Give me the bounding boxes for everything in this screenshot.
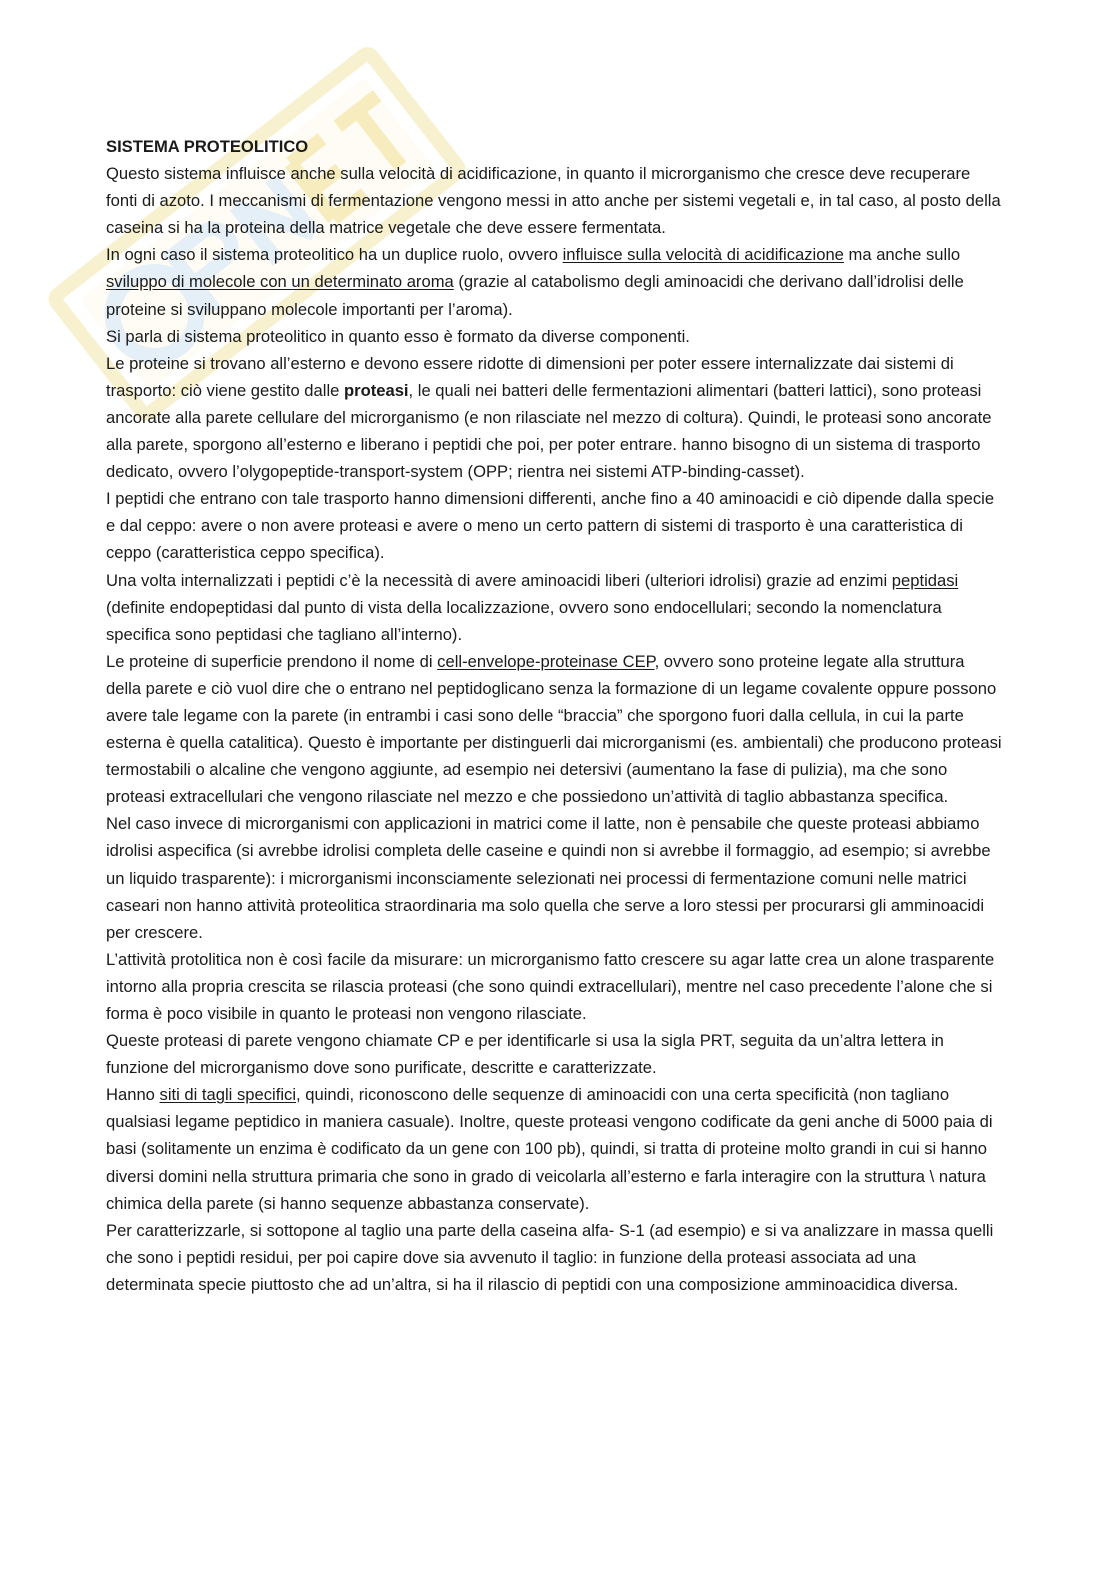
paragraph (106, 1217, 1004, 1298)
paragraph-text: Si parla di sistema proteolitico in quanto esso è formato da diverse componenti. (106, 326, 690, 346)
paragraph-text: Per caratterizzarle, si sottopone al taglio una parte della caseina alfa- S-1 (ad esempio) e si va analizzare in massa quelli che sono i peptidi residui, per poi capire dove sia avvenuto il taglio: in funzione della proteasi associata ad una determinata specie piuttosto che ad un’altra, si ha il rilascio di peptidi con una composizione amminoacidica diversa. (106, 1220, 994, 1294)
paragraph-text: (definite endopeptidasi dal punto di vista della localizzazione, ovvero sono endocellulari; secondo la nomenclatura specifica sono peptidasi che tagliano all’interno). (106, 597, 942, 644)
paragraph-text: In ogni caso il sistema proteolitico ha un duplice ruolo, ovvero (106, 245, 563, 265)
paragraph (106, 1081, 1004, 1216)
paragraph-text: Queste proteasi di parete vengono chiamate CP e per identificarle si usa la sigla PRT, seguita da un’altra lettera in funzione del microrganismo dove sono purificate, descritte e caratterizzate. (106, 1031, 944, 1078)
paragraph (106, 485, 1004, 566)
paragraph (106, 567, 1004, 648)
paragraph (106, 323, 1004, 350)
paragraph-text: Le proteine di superficie prendono il nome di (106, 651, 438, 671)
underlined-text: siti di tagli specifici (159, 1085, 297, 1105)
paragraph-text: L’attività protolitica non è così facile da misurare: un microrganismo fatto crescere su agar latte crea un alone trasparente intorno alla propria crescita se rilascia proteasi (che sono quindi extracellulari), mentre nel caso precedente l’alone che si forma è poco visibile in quanto le proteasi non vengono rilasciate. (106, 949, 995, 1023)
underlined-text: cell-envelope-proteinase CEP (437, 651, 655, 671)
underlined-text: influisce sulla velocità di acidificazione (562, 245, 844, 265)
paragraph (106, 350, 1004, 485)
underlined-text: sviluppo di molecole con un determinato aroma (106, 272, 454, 292)
paragraph-text: (grazie al catabolismo degli aminoacidi che derivano dall’idrolisi delle proteine si sviluppano molecole importanti per l’aroma). (106, 272, 964, 319)
paragraph (106, 241, 1004, 322)
bold-text: proteasi (343, 380, 409, 400)
paragraph-text: Nel caso invece di microrganismi con applicazioni in matrici come il latte, non è pensabile che queste proteasi abbiamo idrolisi aspecifica (si avrebbe idrolisi completa delle caseine e quindi non si avrebbe il formaggio, ad esempio; si avrebbe un liquido trasparente): i microrganismi inconsciamente selezionati nei processi di fermentazione comuni nelle matrici caseari non hanno attività proteolitica straordinaria ma solo quella che serve a loro stessi per procurarsi gli amminoacidi per crescere. (106, 814, 991, 942)
underlined-text: peptidasi (891, 570, 959, 590)
paragraph-text: Le proteine si trovano all’esterno e devono essere ridotte di dimensioni per poter essere internalizzate dai sistemi di trasporto: ciò viene gestito dalle (106, 353, 954, 400)
paragraph (106, 810, 1004, 945)
section-title: SISTEMA PROTEOLITICO (106, 137, 309, 156)
paragraph-text: I peptidi che entrano con tale trasporto hanno dimensioni differenti, anche fino a 40 aminoacidi e ciò dipende dalla specie e dal ceppo: avere o non avere proteasi e avere o meno un certo pattern di sistemi di trasporto è una caratteristica di ceppo (caratteristica ceppo specifica). (106, 489, 995, 563)
document-body (106, 133, 1004, 1298)
paragraph-text: Una volta internalizzati i peptidi c’è la necessità di avere aminoacidi liberi (ulteriori idrolisi) grazie ad enzimi (106, 570, 892, 590)
paragraph-text: ma anche sullo (843, 245, 961, 265)
paragraph-text: , le quali nei batteri delle fermentazioni alimentari (batteri lattici), sono proteasi ancorate alla parete cellulare del microrganismo (e non rilasciate nel mezzo di coltura). Quindi, le proteasi sono ancorate alla parete, sporgono all’esterno e liberano i peptidi che poi, per poter entrare. hanno bisogno di un sistema di trasporto dedicato, ovvero l’olygopeptide-transport-system (OPP; rientra nei sistemi ATP-binding-casset). (106, 380, 992, 482)
paragraph-text: , quindi, riconoscono delle sequenze di aminoacidi con una certa specificità (non tagliano qualsiasi legame peptidico in maniera casuale). Inoltre, queste proteasi vengono codificate da geni anche di 5000 paia di basi (solitamente un enzima è codificato da un gene con 100 pb), quindi, si tratta di proteine molto grandi in cui si hanno diversi domini nella struttura primaria che sono in grado di veicolarla all’esterno e farla interagire con la struttura \ natura chimica della parete (si hanno sequenze abbastanza conservate). (106, 1085, 993, 1213)
paragraph (106, 160, 1004, 241)
paragraph (106, 946, 1004, 1027)
paragraph-text: Hanno (106, 1085, 160, 1105)
paragraph-text: , ovvero sono proteine legate alla struttura della parete e ciò vuol dire che o entrano nel peptidoglicano senza la formazione di un legame covalente oppure possono avere tale legame con la parete (in entrambi i casi sono delle “braccia” che sporgono fuori dalla cellula, in cui la parte esterna è quella catalitica). Questo è importante per distinguerli dai microrganismi (es. ambientali) che producono proteasi termostabili o alcaline che vengono aggiunte, ad esempio nei detersivi (aumentano la fase di pulizia), ma che sono proteasi extracellulari che vengono rilasciate nel mezzo e che possiedono un’attività di taglio abbastanza specifica. (106, 651, 1002, 807)
paragraph-text: Questo sistema influisce anche sulla velocità di acidificazione, in quanto il microrganismo che cresce deve recuperare fonti di azoto. I meccanismi di fermentazione vengono messi in atto anche per sistemi vegetali e, in tal caso, al posto della caseina si ha la proteina della matrice vegetale che deve essere fermentata. (106, 164, 1001, 238)
paragraph (106, 1027, 1004, 1081)
paragraph (106, 648, 1004, 811)
